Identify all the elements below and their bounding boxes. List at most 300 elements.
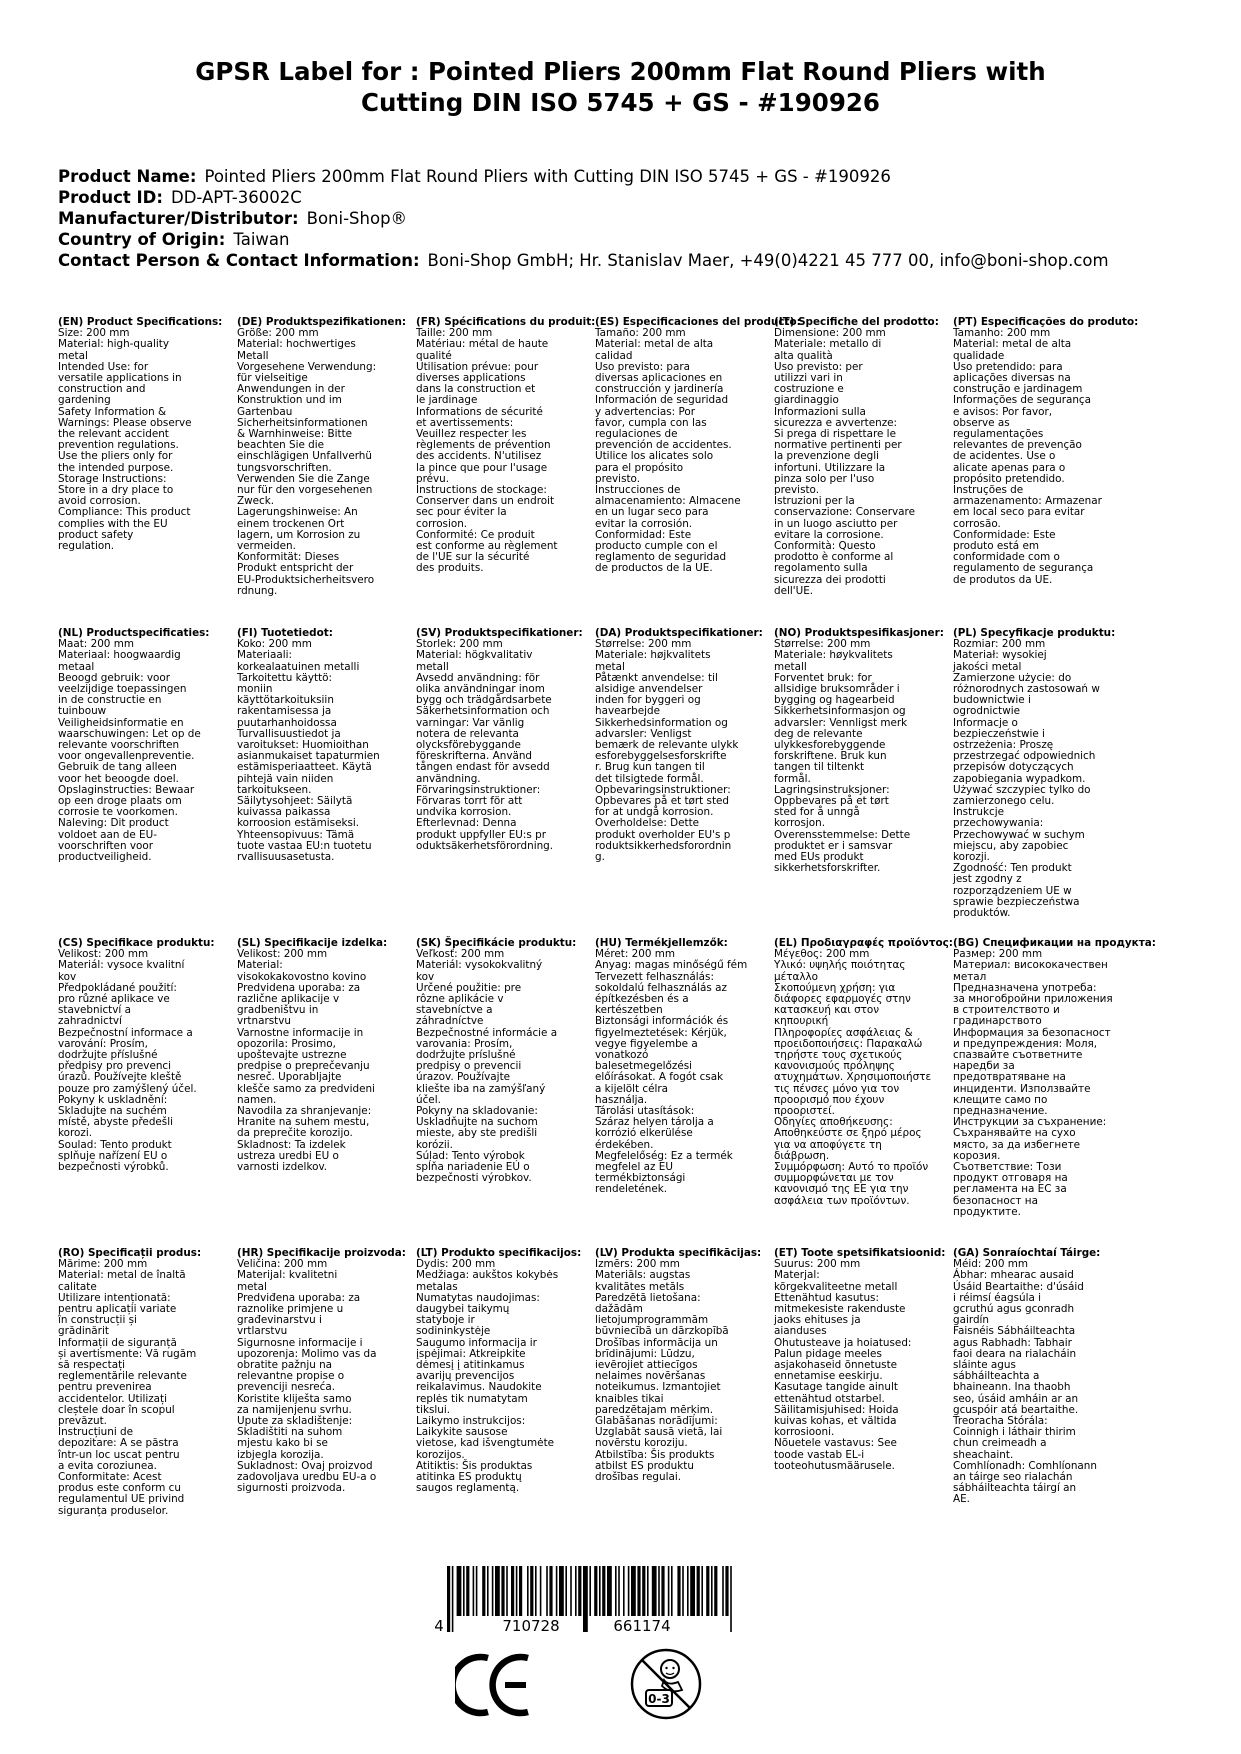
spec-line: τις πένσες μόνο για τον [774,1082,900,1095]
barcode-bar [623,1566,625,1616]
spec-line: Skladištiti na suhom [237,1426,343,1439]
spec-line: e avisos: Por favor, [953,405,1053,418]
spec-line: le jardinage [416,394,478,407]
spec-line: sicurezza dei prodotti [774,573,886,586]
spec-line: gcuspóir atá beartaithe. [953,1403,1079,1416]
spec-line: przestrzegać odpowiednich [953,750,1096,763]
spec-line: oduktsäkerhetsförordning. [416,839,554,852]
spec-line: Megfelelőség: Ez a termék [595,1149,733,1162]
spec-line: Material: metal de alta [953,338,1072,351]
spec-line: novērstu koroziju. [595,1437,688,1450]
spec-block [774,1248,964,1472]
spec-block [416,938,606,1184]
barcode-bar [594,1566,597,1616]
barcode-bar [516,1566,518,1616]
spec-block-header: (SV) Produktspecifikationer: [416,627,583,639]
spec-line: nelaimes novēršanas [595,1370,706,1383]
spec-line: Материал: висококачествен [953,959,1108,972]
spec-line: Materjal: [774,1269,820,1282]
spec-line: Súlad: Tento výrobok [416,1149,525,1162]
spec-line: Store in a dry place to [58,484,174,497]
spec-line: Sikkerhedsinformation og [595,716,728,729]
spec-line: figyelmeztetések: Kérjük, [595,1026,727,1039]
barcode-bar [535,1566,537,1616]
spec-line: Uso previsto: para [595,360,690,373]
spec-line: Συμμόρφωση: Αυτό το προϊόν [774,1161,929,1174]
spec-line: la prevenzione degli [774,450,880,463]
spec-line: da preprečite korozijo. [237,1127,353,1140]
spec-line: zahradnictví [58,1015,122,1028]
spec-line: seo, úsáid amháin ar an [953,1392,1079,1405]
spec-line: Säilitamisjuhised: Hoida [774,1403,899,1416]
spec-line: Taille: 200 mm [416,327,493,340]
spec-line: Nõuetele vastavus: See [774,1437,897,1450]
spec-line: nur für den vorgesehenen [237,484,373,497]
spec-line: balesetmegelőzési [595,1060,693,1073]
spec-line: atitinka ES produktų [416,1471,522,1484]
spec-line: predpisy o prevencii [416,1060,522,1073]
spec-line: Lagerungshinweise: An [237,506,358,519]
spec-line: mitmekesiste rakenduste [774,1303,906,1316]
spec-line: Efterlevnad: Denna [416,817,517,830]
spec-line: Istruzioni per la [774,495,855,508]
spec-block-header: (LT) Produkto specifikacijos: [416,1247,582,1259]
spec-line: metall [416,660,449,673]
spec-line: κηπουρική [774,1015,829,1028]
spec-line: Påtænkt anvendelse: til [595,671,718,684]
spec-line: Οδηγίες αποθήκευσης: [774,1116,893,1129]
spec-line: pro různé aplikace ve [58,993,170,1006]
spec-line: Förvaras torrt för att [416,795,523,808]
spec-line: daugybei taikymų [416,1303,510,1316]
spec-line: produktet er i samsvar [774,839,893,852]
spec-line: rvallisuusasetusta. [237,851,335,864]
spec-line: Υλικό: υψηλής ποιότητας [774,959,906,972]
spec-block-header: (NL) Productspecificaties: [58,627,210,639]
spec-line: est conforme au règlement [416,540,558,553]
spec-line: olika användningar inom [416,683,545,696]
spec-line: Avsedd användning: för [416,671,540,684]
barcode-bar [492,1566,494,1616]
spec-line: namen. [237,1093,277,1106]
spec-line: cleștele doar în scopul [58,1403,175,1416]
barcode-bar [495,1566,500,1616]
spec-line: kov [416,970,435,983]
barcode-bar [578,1566,581,1616]
spec-line: kõrgekvaliteetne metall [774,1280,898,1293]
spec-line: tikslui. [416,1403,451,1416]
spec-line: Sicherheitsinformationen [237,416,368,429]
spec-line: waarschuwingen: Let op de [58,727,201,740]
spec-line: y advertencias: Por [595,405,695,418]
spec-line: Uskladňujte na suchom [416,1116,538,1129]
spec-line: Koko: 200 mm [237,638,312,651]
spec-line: Metall [237,349,269,362]
spec-line: lietojumprogrammām [595,1314,709,1327]
spec-line: Zamierzone użycie: do [953,671,1072,684]
spec-line: a evita coroziunea. [58,1459,157,1472]
spec-line: Uso previsto: per [774,360,863,373]
spec-line: korózii. [416,1138,453,1151]
spec-line: Treoracha Stórála: [953,1415,1048,1428]
spec-line: Informazioni sulla [774,405,866,418]
spec-line: infortuni. Utilizzare la [774,461,886,474]
barcode-bars [447,1566,732,1632]
spec-line: puutarhanhoidossa [237,716,337,729]
spec-line: varovania: Prosím, [416,1037,513,1050]
spec-line: forskriftene. Bruk kun [774,750,887,763]
spec-line: moniin [237,683,273,696]
spec-line: toode vastab EL-i [774,1448,865,1461]
barcode-bar [482,1566,485,1616]
spec-line: bezpečnosti výrobků. [58,1161,169,1174]
spec-line: dažādām [595,1303,643,1316]
spec-line: kuivas kohas, et vältida [774,1415,897,1428]
contact-row [58,250,1109,271]
spec-line: allsidige bruksområder i [774,683,900,696]
barcode-bar [725,1566,728,1616]
spec-line: предназначение. [953,1105,1048,1118]
barcode-group-left: 710728 [502,1617,560,1634]
spec-line: Utilice los alicates solo [595,450,714,463]
spec-line: Mărime: 200 mm [58,1258,148,1271]
spec-line: različne aplikacije v [237,993,340,1006]
spec-line: Forventet bruk: for [774,671,872,684]
contact-label: Contact Person & Contact Information: [58,251,420,270]
spec-line: produktów. [953,907,1011,920]
contact-value: Boni-Shop GmbH; Hr. Stanislav Maer, +49(0)4221 45 777 00, info@boni-shop.com [427,251,1109,270]
spec-line: Opbevares på et tørt sted [595,795,730,808]
spec-line: voor ongevallenpreventie. [58,750,195,763]
spec-line: regulaciones de [595,428,678,441]
spec-block-header: (RO) Specificații produs: [58,1247,202,1259]
spec-block-header: (GA) Sonraíochtaí Táirge: [953,1247,1101,1259]
spec-block-header: (EL) Προδιαγραφές προϊόντος: [774,937,953,949]
spec-line: Materiāls: augstas [595,1269,691,1282]
spec-line: Tárolási utasítások: [595,1105,695,1118]
spec-block [416,317,606,575]
spec-line: Maat: 200 mm [58,638,134,651]
spec-line: Uso pretendido: para [953,360,1063,373]
spec-line: formål. [774,772,811,785]
spec-line: Izmērs: 200 mm [595,1258,680,1271]
barcode-bar [607,1566,612,1616]
product-id-label: Product ID: [58,188,163,207]
spec-block [774,938,964,1207]
spec-line: prevenciji nesreća. [237,1381,336,1394]
spec-line: sec pour éviter la [416,506,507,519]
barcode-bar [463,1566,465,1616]
spec-line: Σκοπούμενη χρήση: για [774,981,896,994]
spec-line: varnosti izdelkov. [237,1161,328,1174]
spec-line: användning. [416,772,481,785]
spec-line: tooteohutusmäärusele. [774,1459,895,1472]
spec-line: gradbeništvu in [237,1004,319,1017]
spec-line: sokoldalú felhasználás az [595,981,727,994]
spec-line: Förvaringsinstruktioner: [416,783,541,796]
spec-line: Størrelse: 200 mm [774,638,871,651]
spec-line: Materijal: kvalitetni [237,1269,338,1282]
spec-line: brīdinājumi: Lūdzu, [595,1347,695,1360]
spec-line: Gebruik de tang alleen [58,761,177,774]
spec-line: Upute za skladištenje: [237,1415,353,1428]
spec-block [58,317,248,552]
spec-line: knaibles tikai [595,1392,664,1405]
spec-block [237,317,427,597]
spec-line: gardening [58,394,111,407]
spec-line: Oppbevares på et tørt [774,795,889,808]
spec-line: Konformität: Dieses [237,551,340,564]
spec-line: evitare la corrosione. [774,528,884,541]
spec-line: Съответствие: Този [953,1161,1062,1174]
spec-line: sábháilteachta táirgí an [953,1482,1077,1495]
spec-line: rdnung. [237,584,278,597]
spec-line: predpise o preprečevanju [237,1060,370,1073]
spec-line: splňuje nařízení EU o [58,1149,168,1162]
spec-line: korkealaatuinen metalli [237,660,360,673]
spec-line: Säkerhetsinformation och [416,705,550,718]
barcode-bar [701,1566,703,1616]
spec-line: vrtnarstvu [237,1015,291,1028]
spec-line: advarsler: Vennligst merk [774,716,908,729]
spec-line: veelzijdige toepassingen [58,683,187,696]
spec-line: корозия. [953,1149,1001,1162]
spec-line: r. Brug kun tangen til [595,761,705,774]
spec-line: Konstruktion und im [237,394,342,407]
spec-line: corrosion. [416,517,468,530]
spec-line: συμμορφώνεται με τον [774,1172,894,1185]
spec-line: havearbejde [595,705,660,718]
spec-line: sicurezza e avvertenze: [774,416,898,429]
spec-line: corrosão. [953,517,1001,530]
barcode-bar [677,1566,680,1616]
spec-line: product safety [58,528,134,541]
spec-line: termékbiztonsági [595,1172,686,1185]
spec-line: previsto. [595,472,641,485]
spec-line: регламента на ЕС за [953,1183,1067,1196]
spec-line: kvalitātes metāls [595,1280,685,1293]
spec-line: Skladujte na suchém [58,1105,167,1118]
barcode-bar [575,1566,577,1616]
product-id-row [58,187,1109,208]
spec-line: previsto. [774,484,820,497]
spec-line: Rozmiar: 200 mm [953,638,1046,651]
barcode-bar [722,1566,724,1616]
spec-block [237,628,427,863]
barcode-bar [549,1566,552,1616]
spec-line: zamierzonego celu. [953,795,1055,808]
spec-line: in de constructie en [58,694,162,707]
spec-line: alsidige anvendelser [595,683,703,696]
spec-line: Størrelse: 200 mm [595,638,692,651]
spec-block-header: (SK) Špecifikácie produktu: [416,937,577,949]
spec-line: Soulad: Tento produkt [58,1138,172,1151]
spec-line: favor, cumpla con las [595,416,707,429]
spec-line: Tamaño: 200 mm [595,327,686,340]
spec-line: Skladnost: Ta izdelek [237,1138,346,1151]
spec-line: Anwendungen in der [237,383,345,396]
spec-line: Atitiktis: Šis produktas [416,1459,533,1472]
spec-line: inden for byggeri og [595,694,701,707]
spec-line: paredzētajam mērķim. [595,1403,714,1416]
spec-line: przepisów dotyczących [953,761,1074,774]
barcode-bar [457,1566,462,1616]
spec-line: Tamanho: 200 mm [953,327,1051,340]
spec-block [774,628,964,874]
spec-block-header: (LV) Produkta specifikācijas: [595,1247,762,1259]
barcode-bar [682,1566,684,1616]
spec-line: megfelel az EU [595,1161,673,1174]
spec-line: accidentelor. Utilizați [58,1392,168,1405]
spec-line: Pokyny na skladovanie: [416,1105,538,1118]
spec-line: föreskrifterna. Använd [416,750,533,763]
barcode-bar [711,1566,713,1616]
spec-line: regulamentul UE privind [58,1493,185,1506]
spec-line: relevantes de prevenção [953,439,1082,452]
spec-line: siguranța produselor. [58,1504,169,1517]
spec-line: Material: högkvalitativ [416,649,533,662]
spec-line: Tervezett felhasználás: [595,970,714,983]
ce-mark-icon [455,1652,533,1718]
spec-line: construção e jardinagem [953,383,1083,396]
barcode-bar [618,1566,620,1616]
spec-line: Conformidad: Este [595,528,692,541]
spec-block-header: (BG) Спецификации на продукта: [953,937,1156,949]
spec-block-header: (HR) Specifikacije proizvoda: [237,1247,406,1259]
spec-line: metaal [58,660,95,673]
barcode-bar [527,1566,529,1616]
spec-line: miejscu, aby zapobiec [953,839,1069,852]
spec-line: Μέγεθος: 200 mm [774,948,870,961]
spec-line: conformidade com o [953,551,1060,564]
spec-line: Materiál: vysoce kvalitní [58,959,185,972]
barcode-bar [631,1566,636,1616]
spec-line: Intended Use: for [58,360,149,373]
spec-line: Veľkosť: 200 mm [416,948,505,961]
spec-line: Conformità: Questo [774,540,876,553]
spec-line: gairdín [953,1314,990,1327]
spec-line: Utilisation prévue: pour [416,360,539,373]
spec-line: Comhlíonadh: Comhlíonann [953,1459,1097,1472]
spec-line: olycksförebyggande [416,739,521,752]
spec-line: nesreč. Uporabljajte [237,1071,342,1084]
spec-line: tangen til tiltenkt [774,761,865,774]
spec-block [58,1248,248,1517]
spec-line: the intended purpose. [58,461,174,474]
spec-line: mjestu kako bi se [237,1437,328,1450]
spec-line: prevention regulations. [58,439,179,452]
spec-line: Conserver dans un endroit [416,495,555,508]
spec-line: Veuillez respecter les [416,428,527,441]
spec-line: op een droge plaats om [58,795,182,808]
spec-line: Méret: 200 mm [595,948,676,961]
spec-line: vonatkozó [595,1049,649,1062]
spec-line: qualité [416,349,452,362]
spec-line: rendeletének. [595,1183,668,1196]
spec-line: Materiaal: hoogwaardig [58,649,181,662]
spec-line: evitar la corrosión. [595,517,693,530]
spec-line: Medžiaga: aukštos kokybės [416,1269,559,1282]
spec-line: einschlägigen Unfallverhü [237,450,372,463]
spec-line: zapobiegania wypadkom. [953,772,1086,785]
spec-line: korrosjon. [774,817,826,830]
spec-line: Suurus: 200 mm [774,1258,861,1271]
spec-line: budownictwie i [953,694,1031,707]
spec-line: Instrucciones de [595,484,681,497]
spec-line: korrosiooni. [774,1426,835,1439]
spec-line: kliešte iba na zamýšľaný [416,1082,546,1095]
spec-line: Atbilstība: Šis produkts [595,1448,715,1461]
spec-line: Méid: 200 mm [953,1258,1029,1271]
spec-line: tuote vastaa EU:n tuotetu [237,839,372,852]
spec-line: Размер: 200 mm [953,948,1043,961]
spec-line: Utilizare intenționată: [58,1291,171,1304]
spec-line: rakentamisessa ja [237,705,332,718]
spec-line: relevantne propise o [237,1370,345,1383]
barcode-bar [556,1566,558,1616]
spec-line: Sikkerhetsinformasjon og [774,705,906,718]
barcode-bar [476,1566,478,1616]
spec-line: replės tik numatytam [416,1392,528,1405]
spec-line: Zgodność: Ten produkt [953,862,1072,875]
spec-line: für vielseitige [237,372,308,385]
spec-block [595,1248,785,1483]
barcode-bar [714,1566,717,1616]
product-name-value: Pointed Pliers 200mm Flat Round Pliers with Cutting DIN ISO 5745 + GS - #190926 [204,167,891,186]
page-title [0,56,1241,118]
spec-line: Materiale: højkvalitets [595,649,711,662]
spec-line: almacenamiento: Almacene [595,495,741,508]
spec-line: Ettenähtud kasutus: [774,1291,879,1304]
spec-line: Biztonsági információk és [595,1015,729,1028]
spec-line: sigurnosti proizvoda. [237,1482,346,1495]
spec-line: lagern, um Korrosion zu [237,528,361,541]
spec-line: normative pertinenti per [774,439,902,452]
spec-line: Πληροφορίες ασφάλειας & [774,1026,913,1039]
spec-line: voor het beoogde doel. [58,772,179,785]
spec-line: diverses applications [416,372,526,385]
spec-block [595,316,801,575]
spec-line: Conformitate: Acest [58,1471,162,1484]
spec-line: Glabāšanas norādījumi: [595,1415,718,1428]
spec-line: a kijelölt célra [595,1082,668,1095]
spec-line: Koristite kliješta samo [237,1392,352,1405]
spec-line: ettenähtud otstarbel. [774,1392,885,1405]
spec-line: produto está em [953,540,1039,553]
spec-line: käyttötarkoituksiin [237,694,334,707]
spec-line: în construcții și [58,1314,137,1327]
spec-block [58,938,248,1173]
spec-line: opozorila: Prosimo, [237,1037,336,1050]
spec-line: в строителството и [953,1004,1060,1017]
barcode-bar [668,1566,670,1616]
spec-line: Säilytysohjeet: Säilytä [237,795,353,808]
spec-line: Bezpečnostní informace a [58,1026,193,1039]
spec-line: izbjegla korozija. [237,1448,324,1461]
spec-line: Overensstemmelse: Dette [774,828,911,841]
spec-line: Lagringsinstruksjoner: [774,783,890,796]
spec-line: qualidade [953,349,1005,362]
spec-line: Tarkoitettu käyttö: [237,671,333,684]
spec-line: saugos reglamentą. [416,1482,520,1495]
spec-line: sikkerhetsforskrifter. [774,862,881,875]
spec-line: Informations de sécurité [416,405,543,418]
spec-line: regulation. [58,540,115,553]
spec-line: alicate apenas para o [953,461,1066,474]
spec-line: obratite pažnju na [237,1359,333,1372]
spec-line: sodininkystėje [416,1325,491,1338]
spec-line: bygg och trädgårdsarbete [416,694,552,707]
